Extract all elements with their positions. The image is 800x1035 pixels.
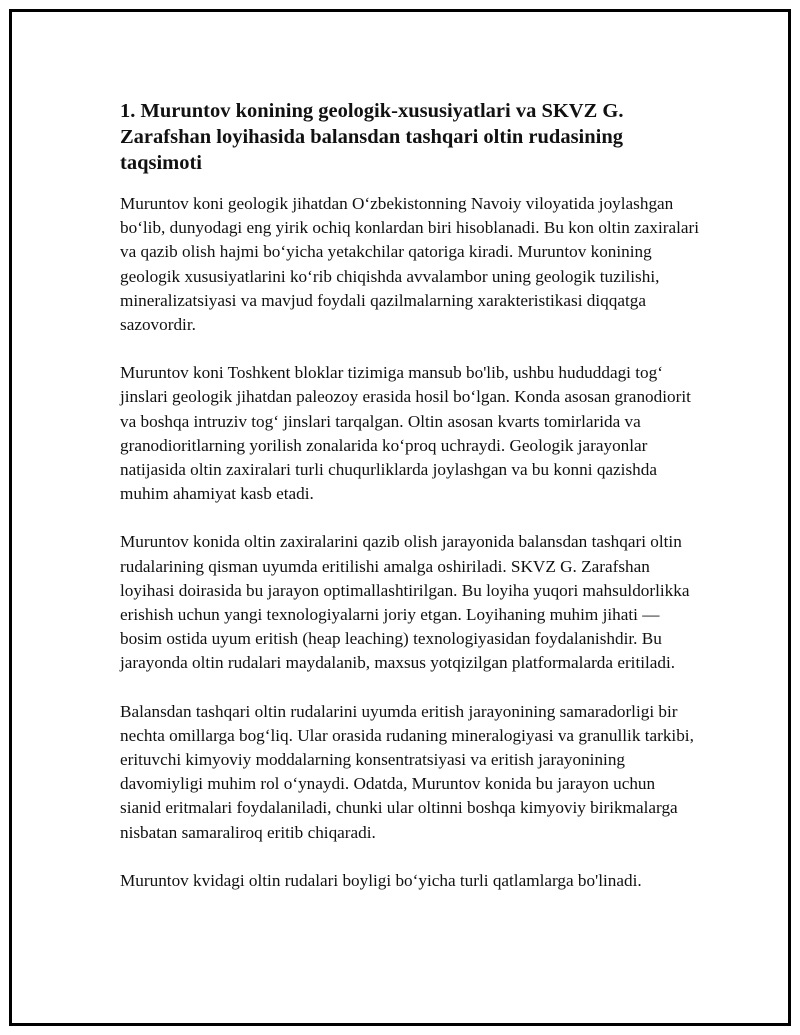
paragraph-1: Muruntov koni geologik jihatdan O‘zbekistonning Navoiy viloyatida joylashgan bo‘lib, dunyodagi eng yirik ochiq konlardan biri hisoblanadi. Bu kon oltin zaxiralari va qazib olish hajmi bo‘yicha yetakchilar qatoriga kiradi. Muruntov konining geologik xususiyatlarini ko‘rib chiqishda avvalambor uning geologik tuzilishi, mineralizatsiyasi va mavjud foydali qazilmalarning xarakteristikasi diqqatga sazovordir. <box>120 194 700 335</box>
section-heading: 1. Muruntov konining geologik-xususiyatlari va SKVZ G. Zarafshan loyihasida balansdan tashqari oltin rudasining taqsimoti <box>120 100 624 174</box>
paragraph-4: Balansdan tashqari oltin rudalarini uyumda eritish jarayonining samaradorligi bir nechta omillarga bog‘liq. Ular orasida rudaning mineralogiyasi va granullik tarkibi, erituvchi kimyoviy moddalarning konsentratsiyasi va eritish jarayonining davomiyligi muhim rol o‘ynaydi. Odatda, Muruntov konida bu jarayon uchun sianid eritmalari foydalaniladi, chunki ular oltinni boshqa kimyoviy birikmalarga nisbatan samaraliroq eritib chiqaradi. <box>120 701 694 842</box>
page-border <box>9 9 791 1026</box>
paragraph-5: Muruntov kvidagi oltin rudalari boyligi bo‘yicha turli qatlamlarga bo'linadi. <box>120 870 642 890</box>
paragraph-2: Muruntov koni Toshkent bloklar tizimiga mansub bo'lib, ushbu hududdagi tog‘ jinslari geologik jihatdan paleozoy erasida hosil bo‘lgan. Konda asosan granodiorit va boshqa intruziv tog‘ jinslari tarqalgan. Oltin asosan kvarts tomirlarida va granodioritlarning yorilish zonalarida ko‘proq uchraydi. Geologik jarayonlar natijasida oltin zaxiralari turli chuqurliklarda joylashgan va bu konni qazishda muhim ahamiyat kasb etadi. <box>120 363 691 504</box>
paragraph-3: Muruntov konida oltin zaxiralarini qazib olish jarayonida balansdan tashqari oltin rudalarining qisman uyumda eritilishi amalga oshiriladi. SKVZ G. Zarafshan loyihasi doirasida bu jarayon optimallashtirilgan. Bu loyiha yuqori mahsuldorlikka erishish uchun yangi texnologiyalarni joriy etgan. Loyihaning muhim jihati — bosim ostida uyum eritish (heap leaching) texnologiyasidan foydalanishdir. Bu jarayonda oltin rudalari maydalanib, maxsus yotqizilgan platformalarda eritiladi. <box>120 532 690 673</box>
document-body <box>120 98 700 917</box>
